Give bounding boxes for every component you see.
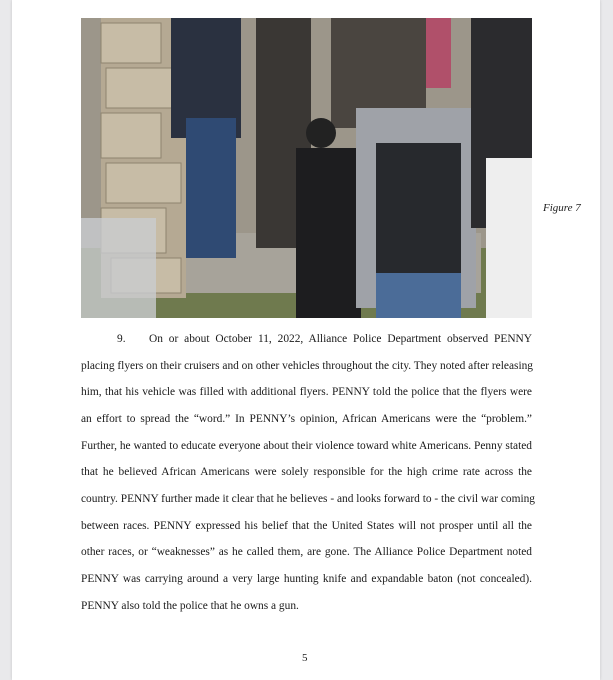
- paragraph-line: country. PENNY further made it clear that he believes - and looks forward to - the civil war coming: [81, 493, 536, 505]
- line-text: On or about October 11, 2022, Alliance Police Department observed PENNY: [149, 333, 532, 345]
- page-number: 5: [302, 652, 308, 664]
- figure-7-photo: [81, 18, 532, 318]
- paragraph-line: him, that his vehicle was filled with additional flyers. PENNY told the police that the flyers were: [81, 386, 532, 398]
- paragraph-line: other races, or “weaknesses” as he called them, are gone. The Alliance Police Department noted: [81, 546, 532, 558]
- paragraph-line: an effort to spread the “word.” In PENNY’s opinion, African Americans were the “problem.”: [81, 413, 532, 425]
- figure-caption: Figure 7: [543, 202, 581, 214]
- paragraph-line: [81, 333, 532, 345]
- paragraph-line: PENNY also told the police that he owns a gun.: [81, 600, 299, 612]
- paragraph-line: placing flyers on their cruisers and on other vehicles throughout the city. They noted after releasing: [81, 360, 533, 372]
- document-page: [12, 0, 600, 680]
- paragraph-line: that he believed African Americans were solely responsible for the high crime rate across the: [81, 466, 532, 478]
- paragraph-number: 9.: [117, 333, 126, 345]
- paragraph-line: Further, he wanted to educate everyone about their violence toward white Americans. Penny stated: [81, 440, 532, 452]
- paragraph-line: between races. PENNY expressed his belief that the United States will not prosper until all the: [81, 520, 532, 532]
- paragraph-line: PENNY was carrying around a very large hunting knife and expandable baton (not concealed).: [81, 573, 532, 585]
